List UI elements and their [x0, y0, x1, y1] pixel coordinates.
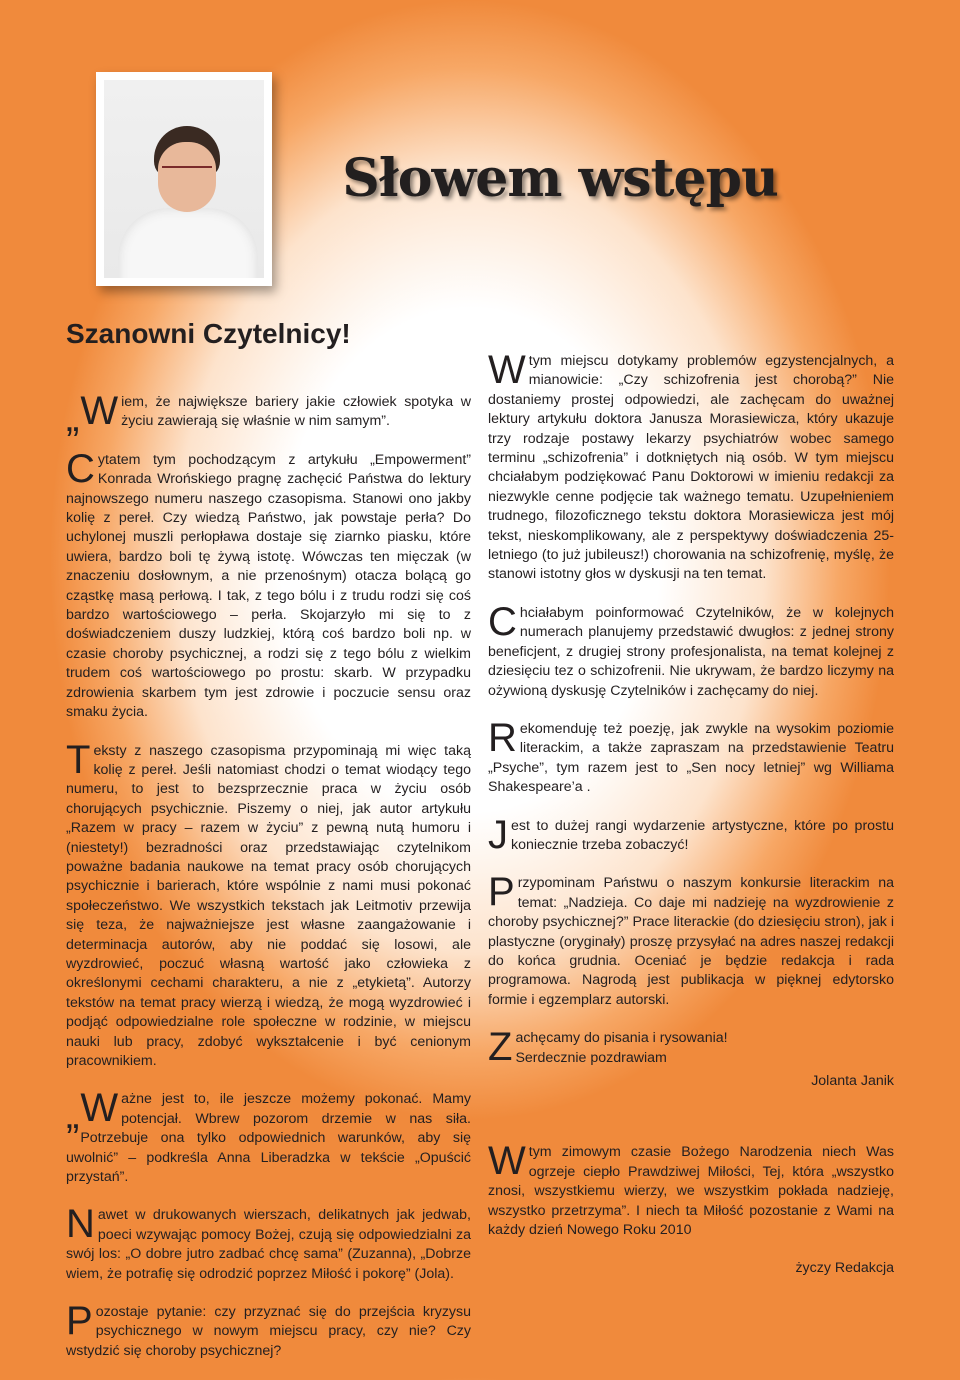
left-column	[66, 389, 471, 1380]
paragraph	[488, 812, 894, 857]
paragraph	[488, 1025, 894, 1070]
portrait-glasses	[162, 166, 212, 178]
greeting-heading: Szanowni Czytelnicy!	[66, 318, 351, 349]
paragraph-text: ekomenduję też poezję, jak zwykle na wysokim poziomie literackim, a także zapraszam na przedstawienie Teatru „Psyche”, tym razem jest to „Sen nocy letniej” wg Williama Shakespeare’a .	[488, 720, 894, 796]
paragraph-text: iem, że największe bariery jakie człowiek spotyka w życiu zawierają się właśnie w nim samym”.	[121, 394, 471, 430]
paragraph-text: rzypominam Państwu o naszym konkursie literackim na temat: „Nadzieja. Co daje mi nadzieję na wyzdrowienie z choroby psychicznej?” Prace literackie (do dziesięciu stron), jak i plastyczne (oryginały) proszę przysyłać na adres naszej redakcji do końca grudnia. Oceniać je będzie redakcja i rada programowa. Nagrodą jest publikacja w pięknej edytorsko formie i egzemplarz autorski.	[488, 875, 894, 1008]
paragraph-text: ozostaje pytanie: czy przyznać się do przejścia kryzysu psychicznego w nowym miejscu pracy, czy nie? Czy wstydzić się choroby psychicznej?	[66, 1304, 471, 1359]
paragraph	[66, 737, 471, 1072]
paragraph-text: tym miejscu dotykamy problemów egzystencjalnych, a mianowicie: „Czy schizofrenia jest chorobą?” Nie dostaniemy prostej odpowiedzi, ale zachęcam do uważnej lektury artykułu doktora Janusza Morasiewicza, który ukazuje trzy rodzaje postawy lekarzy psychiatrów wobec samego terminu „schizofrenia” i dotkniętych nią osób. W tym miejscu chciałabym podziękować Panu Doktorowi w imieniu redakcji za niezwykle cenne podjęcie tak ważnego tematu. Uzupełnieniem trudnego, filozoficznego tekstu doktora Morasiewicza jest mój tekst, nieskomplikowany, ale z perspektywy doświadczenia 25-letniego (to już jubileusz!) chorowania na schizofrenię, myślę, że stanowi istotny głos w dyskusji na ten temat.	[488, 353, 894, 583]
closing-text: Serdecznie pozdrawiam	[515, 1049, 667, 1066]
paragraph	[66, 1202, 471, 1284]
paragraph	[66, 1299, 471, 1361]
paragraph-text: hciałabym poinformować Czytelników, że w kolejnych numerach planujemy przedstawić dwugłos: z jednej strony beneficjent, z drugiej strony profesjonalista, na temat kolejnej z dziesięciu tez o schizofrenii. Nie ukrywam, że bardzo liczymy na ożywioną dyskusję Czytelników i zachęcamy do niej.	[488, 604, 894, 699]
drop-cap: P	[66, 1299, 93, 1344]
drop-cap: R	[488, 715, 517, 760]
drop-cap: J	[488, 812, 508, 857]
paragraph-text: awet w drukowanych wierszach, delikatnych jak jedwab, poeci wzywając pomocy Bożej, czują się odpowiedzialni za swój los: „O dobre jutro zadbać chcę sama” (Zuzanna), „Dobrze wiem, że potrafię się odrodzić poprzez Miłość i pokorę” (Jola).	[66, 1207, 471, 1282]
paragraph	[488, 348, 894, 585]
paragraph-text: achęcamy do pisania i rysowania!	[515, 1030, 728, 1047]
page-title: Słowem wstępu	[342, 148, 778, 209]
paragraph-text: est to dużej rangi wydarzenie artystyczne, które po prostu koniecznie trzeba zobaczyć!	[511, 817, 894, 853]
drop-cap: C	[66, 446, 95, 491]
paragraph-text: ażne jest to, ile jeszcze możemy pokonać. Mamy potencjał. Wbrew pozorom drzemie w nas siła. Potrzebuje ona tylko odpowiednich warunków, aby się uwolnić” – podkreśla Anna Liberadzka w tekście „Opuścić przystań”.	[66, 1091, 471, 1186]
author-portrait-image	[104, 80, 264, 278]
paragraph	[488, 870, 894, 1010]
paragraph	[66, 389, 471, 440]
paragraph	[66, 1086, 471, 1187]
right-column	[488, 348, 894, 1298]
paragraph-text: tym zimowym czasie Bożego Narodzenia niech Was ogrzeje ciepło Prawdziwej Miłości, Tej, która „wszystko znosi, wszystkiemu wierzy, we wszystkim pokłada nadzieję, wszystko przetrzyma”. I niech ta Miłość pozostanie z Wami na każdy dzień Nowego Roku 2010	[488, 1144, 894, 1239]
author-photo	[96, 72, 272, 286]
paragraph-text: eksty z naszego czasopisma przypominają mi więc taką kolię z pereł. Jeśli natomiast chodzi o temat wiodący tego numeru, to jest to bezsprzecznie praca w życiu osób chorujących psychicznie. Piszemy o niej, jak autor artykułu „Razem w pracy – razem w życiu” z pewną nutą humoru i (niestety!) bezradności oraz przedstawiając czytelnikom poważne badania naukowe na temat pracy osób chorujących psychicznie i barierach, które wspólnie z nami musi pokonać społeczeństwo. We wszystkich tekstach jak Leitmotiv przewija się teza, że najważniejsze jest własne zaangażowanie i determinacja autorów, aby nie poddać się losowi, ale wyzdrowieć, poczuć własną wartość jako człowieka z określonymi cechami charakteru, a nie z „etykietą”. Autorzy tekstów na temat pracy wierzą i wiedzą, że mogą wyzdrowieć i podjąć odpowiedzialne role społeczne w rodzinie, w miejscu nauki lub pracy, zdobyć wykształcenie i być cenionym pracownikiem.	[66, 742, 471, 1069]
christmas-signature: życzy Redakcja	[795, 1260, 894, 1277]
drop-cap: W	[488, 1139, 526, 1184]
drop-cap: W	[80, 1086, 119, 1131]
paragraph	[66, 446, 471, 723]
drop-cap: W	[488, 348, 526, 392]
signature: Jolanta Janik	[811, 1073, 894, 1089]
paragraph	[488, 715, 894, 798]
drop-cap: T	[66, 737, 91, 782]
paragraph-text: ytatem tym pochodzącym z artykułu „Empowerment” Konrada Wrońskiego pragnę zachęcić Państwa do lektury najnowszego numeru naszego czasopisma. Stanowi ono jakby kolię z pereł. Czy wiedzą Państwo, jak powstaje perła? Do uchylonej muszli perłopława dostaje się ziarnko piasku, które uwiera, bardzo boli tę żywą istotę. Wówczas ten mięczak (w znaczeniu dosłownym, a nie przenośnym) otacza bolącą go cząstkę masą perłową. I tak, z tego bólu i z trudu rodzi się coś bardzo wartościowego – perła. Skojarzyło mi się to z doświadczeniem duszy ludzkiej, którą coś bardzo boli np. w czasie choroby psychicznej, a rodzi się z tego bólu z wielkim trudem coś wartościowego po prostu: skarb. W przypadku zdrowienia skarbem tym jest zdrowie i poczucie sensu oraz smaku życia.	[66, 451, 471, 721]
drop-cap: C	[488, 599, 517, 644]
opening-quote: „	[66, 1093, 80, 1138]
paragraph	[488, 599, 894, 701]
drop-cap: N	[66, 1202, 95, 1247]
christmas-greeting	[488, 1139, 894, 1240]
opening-quote: „	[66, 396, 80, 440]
drop-cap: W	[80, 389, 119, 433]
drop-cap: Z	[488, 1025, 513, 1070]
drop-cap: P	[488, 870, 515, 915]
portrait-shirt	[118, 208, 258, 278]
